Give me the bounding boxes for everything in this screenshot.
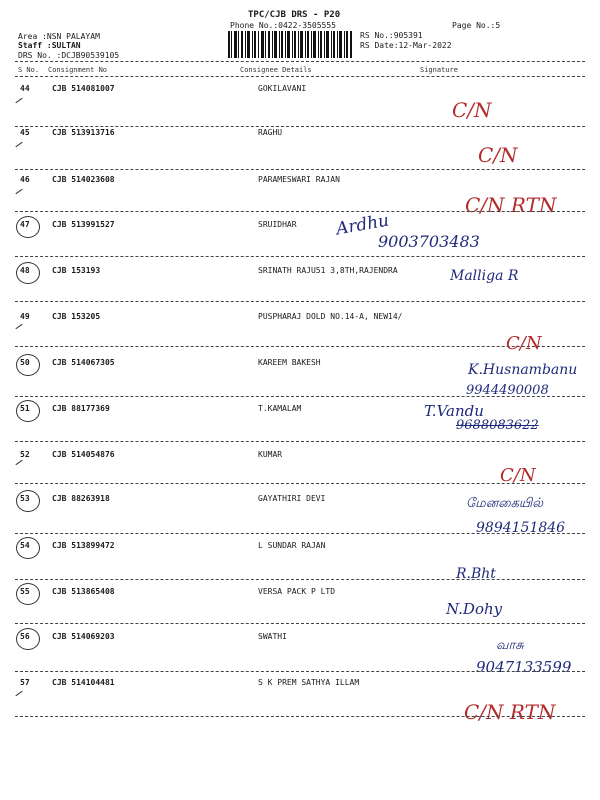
row-signature: Malliga R xyxy=(450,268,519,284)
row-divider xyxy=(15,579,585,580)
circle-mark xyxy=(16,490,40,512)
row-consignment: CJB 153193 xyxy=(52,266,101,275)
rs-date: RS Date:12-Mar-2022 xyxy=(360,41,452,50)
row-sno: 46 xyxy=(20,175,30,184)
row-sno: 53 xyxy=(20,494,30,503)
row-consignment: CJB 513991527 xyxy=(52,220,115,229)
row-sno: 51 xyxy=(20,404,30,413)
row-signature: மேனகையில் xyxy=(466,496,544,511)
tick-mark xyxy=(15,460,22,465)
row-consignment: CJB 514104481 xyxy=(52,678,115,687)
row-sno: 44 xyxy=(20,84,30,93)
row-sno: 48 xyxy=(20,266,30,275)
column-header-sno: S No. xyxy=(18,66,40,74)
row-signature: C/N RTN xyxy=(465,193,557,217)
row-divider xyxy=(15,346,585,347)
row-consignee: GOKILAVANI xyxy=(258,84,307,93)
circle-mark xyxy=(16,537,40,559)
row-divider xyxy=(15,396,585,397)
row-consignment: CJB 514023608 xyxy=(52,175,115,184)
row-consignment: CJB 153205 xyxy=(52,312,101,321)
circle-mark xyxy=(16,628,40,650)
row-divider xyxy=(15,441,585,442)
row-sno: 55 xyxy=(20,587,30,596)
column-header-consignee: Consignee Details xyxy=(240,66,312,74)
row-consignee: L SUNDAR RAJAN xyxy=(258,541,326,550)
staff-label: Staff :SULTAN xyxy=(18,41,81,50)
row-divider xyxy=(15,301,585,302)
circle-mark xyxy=(16,354,40,376)
row-sno: 45 xyxy=(20,128,30,137)
row-sno: 49 xyxy=(20,312,30,321)
circle-mark xyxy=(16,400,40,422)
cn-mark: C/N xyxy=(500,465,536,486)
circle-mark xyxy=(16,216,40,238)
row-consignee: SWATHI xyxy=(258,632,287,641)
row-signature-phone: 9944490008 xyxy=(466,383,549,398)
document-title: TPC/CJB DRS - P20 xyxy=(248,10,341,20)
row-consignment: CJB 514081007 xyxy=(52,84,115,93)
row-signature-phone: 9688083622 xyxy=(456,418,539,433)
row-divider xyxy=(15,533,585,534)
row-consignment: CJB 88177369 xyxy=(52,404,110,413)
row-signature-mark: N.Dohy xyxy=(446,600,503,618)
row-signature: C/N xyxy=(478,143,518,167)
row-signature-phone: 9894151846 xyxy=(476,520,566,536)
row-sno: 57 xyxy=(20,678,30,687)
row-signature: T.Vandu xyxy=(424,402,484,420)
drs-number: DRS No. :DCJB90539105 xyxy=(18,51,120,60)
row-signature: 9003703483 xyxy=(378,232,480,251)
header-divider xyxy=(15,76,585,77)
row-sno: 50 xyxy=(20,358,30,367)
row-consignee: SRUIDHAR xyxy=(258,220,297,229)
tick-mark xyxy=(15,691,22,696)
row-consignee: S K PREM SATHYA ILLAM xyxy=(258,678,360,687)
row-consignee: KUMAR xyxy=(258,450,283,459)
row-consignment: CJB 514067305 xyxy=(52,358,115,367)
column-header-signature: Signature xyxy=(420,66,458,74)
cn-mark: C/N xyxy=(506,333,542,354)
row-divider xyxy=(15,671,585,672)
barcode-image xyxy=(228,31,353,58)
row-consignment: CJB 88263918 xyxy=(52,494,110,503)
row-divider xyxy=(15,126,585,127)
row-divider xyxy=(15,716,585,717)
row-divider xyxy=(15,256,585,257)
row-divider xyxy=(15,169,585,170)
rs-number: RS No.:905391 xyxy=(360,31,423,40)
tick-mark xyxy=(15,98,22,103)
row-consignment: CJB 514069203 xyxy=(52,632,115,641)
tick-mark xyxy=(15,189,22,194)
column-header-consignment: Consignment No xyxy=(48,66,108,74)
row-sno: 47 xyxy=(20,220,30,229)
row-sno: 56 xyxy=(20,632,30,641)
row-divider xyxy=(15,623,585,624)
row-sno: 54 xyxy=(20,541,30,550)
circle-mark xyxy=(16,583,40,605)
row-consignment: CJB 513865408 xyxy=(52,587,115,596)
row-consignee: T.KAMALAM xyxy=(258,404,302,413)
row-consignee: SRINATH RAJU51 3,8TH,RAJENDRA xyxy=(258,266,398,275)
tick-mark xyxy=(15,324,22,329)
row-signature: C/N RTN xyxy=(464,700,556,724)
page-number: Page No.:5 xyxy=(452,21,501,30)
row-signature: K.Husnambanu xyxy=(468,362,578,378)
row-consignee: PUSPHARAJ DOLD NO.14-A, NEW14/ xyxy=(258,312,403,321)
row-consignment: CJB 514054876 xyxy=(52,450,115,459)
row-consignment: CJB 513899472 xyxy=(52,541,115,550)
area-label: Area :NSN PALAYAM xyxy=(18,32,100,41)
row-sno: 52 xyxy=(20,450,30,459)
row-signature: வாசு xyxy=(496,638,524,653)
row-signature: R.Bht xyxy=(456,566,496,582)
row-consignee: PARAMESWARI RAJAN xyxy=(258,175,340,184)
row-signature-mark: Ardhu xyxy=(334,210,391,240)
row-divider xyxy=(15,211,585,212)
row-consignee: RAGHU xyxy=(258,128,283,137)
row-consignment: CJB 513913716 xyxy=(52,128,115,137)
row-consignee: KAREEM BAKESH xyxy=(258,358,321,367)
row-consignee: GAYATHIRI DEVI xyxy=(258,494,326,503)
header-divider xyxy=(15,61,585,62)
row-consignee: VERSA PACK P LTD xyxy=(258,587,336,596)
tick-mark xyxy=(15,142,22,147)
circle-mark xyxy=(16,262,40,284)
phone-number: Phone No.:0422-3505555 xyxy=(230,21,336,30)
row-signature-phone: 9047133599 xyxy=(476,658,572,676)
row-signature: C/N xyxy=(452,98,492,122)
